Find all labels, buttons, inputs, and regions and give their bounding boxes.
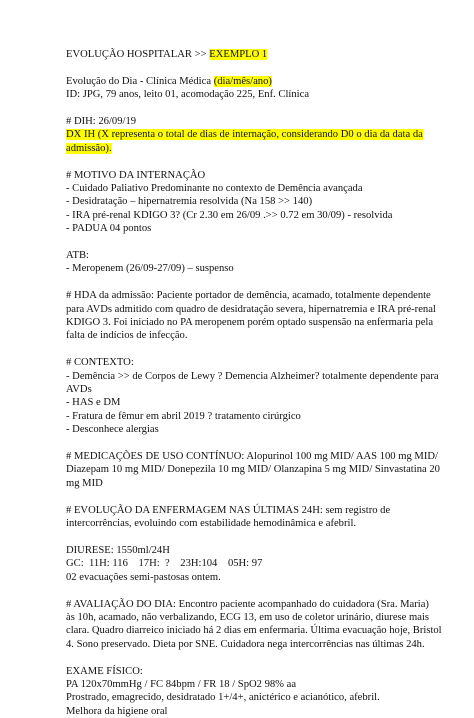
list-item: - Demência >> de Corpos de Lewy ? Demencia Alzheimer? totalmente dependente para: [66, 370, 439, 382]
exame-line: Prostrado, emagrecido, desidratado 1+/4+, anictérico e acianótico, afebril.: [66, 692, 380, 704]
hda-line: # HDA da admissão: Paciente portador de demência, acamado, totalmente dependente: [66, 290, 431, 302]
medicacoes-line: Diazepam 10 mg MID/ Donepezila 10 mg MID/ Olanzapina 5 mg MID/ Sinvastatina 20: [66, 464, 440, 476]
exame-line: PA 120x70mmHg / FC 84bpm / FR 18 / SpO2 98% aa: [66, 678, 297, 690]
diurese-line: DIURESE: 1550ml/24H: [66, 544, 170, 556]
list-item: - IRA pré-renal KDIGO 3? (Cr 2.30 em 26/09 .>> 0.72 em 30/09) - resolvida: [66, 209, 393, 221]
list-item: - PADUA 04 pontos: [66, 223, 152, 235]
title-highlight: EXEMPLO 1: [209, 49, 268, 60]
patient-id-line: ID: JPG, 79 anos, leito 01, acomodação 225, Enf. Clínica: [66, 89, 310, 101]
avaliacao-line: clara. Quadro diarreico iniciado há 2 dias em enfermaria. Última evacuação hoje, Bristol: [66, 625, 442, 637]
list-item: - Meropenem (26/09-27/09) – suspenso: [66, 263, 234, 275]
exame-title: EXAME FÍSICO:: [66, 665, 143, 677]
list-item: - Fratura de fêmur em abril 2019 ? tratamento cirúrgico: [66, 410, 301, 422]
evacuacoes-line: 02 evacuações semi-pastosas ontem.: [66, 571, 221, 583]
contexto-title: # CONTEXTO:: [66, 357, 134, 369]
hda-line: para AVDs admitido com quadro de desidratação severa, hipernatremia e IRA pré-renal: [66, 303, 436, 315]
evolution-date-line: Evolução do Dia - Clínica Médica (dia/mês/ano): [66, 75, 272, 87]
document-title: EVOLUÇÃO HOSPITALAR >> EXEMPLO 1: [66, 49, 268, 60]
list-item: AVDs: [66, 384, 92, 396]
list-item: - Desidratação – hipernatremia resolvida (Na 158 >> 140): [66, 196, 313, 208]
medicacoes-line: mg MID: [66, 477, 103, 489]
motivo-title: # MOTIVO DA INTERNAÇÃO: [66, 169, 206, 181]
date-placeholder-highlight: (dia/mês/ano): [213, 75, 272, 87]
atb-title: ATB:: [66, 250, 89, 262]
enfermagem-line: # EVOLUÇÃO DA ENFERMAGEM NAS ÚLTIMAS 24H: sem registro de: [66, 504, 391, 516]
avaliacao-line: 4. Sono preservado. Dieta por SNE. Cuidadora nega intercorrências nas últimas 24h.: [66, 638, 425, 650]
dx-note-line-1: DX IH (X representa o total de dias de internação, considerando D0 o dia da data da: [66, 129, 423, 141]
hda-line: KDIGO 3. Foi iniciado no PA meropenem porém optado suspensão na enfermaria pela: [66, 317, 434, 329]
dih-line: # DIH: 26/09/19: [66, 116, 137, 127]
list-item: - Desconhece alergias: [66, 424, 159, 436]
enfermagem-line: intercorrências, evoluindo com estabilidade hemodinâmica e afebril.: [66, 518, 357, 530]
avaliacao-line: às 10h, acamado, não verbalizando, ECG 13, em uso de coletor urinário, diurese mais: [66, 611, 430, 623]
avaliacao-line: # AVALIAÇÃO DO DIA: Encontro paciente acompanhado do cuidadora (Sra. Maria): [66, 598, 429, 610]
list-item: - HAS e DM: [66, 397, 121, 409]
medicacoes-line: # MEDICAÇÕES DE USO CONTÍNUO: Alopurinol 100 mg MID/ AAS 100 mg MID/: [66, 451, 438, 463]
glicemia-line: GC: 11H: 116 17H: ? 23H:104 05H: 97: [66, 558, 263, 570]
hda-line: falta de indícios de infecção.: [66, 330, 188, 342]
dx-note-line-2: admissão).: [66, 142, 112, 154]
list-item: - Cuidado Paliativo Predominante no contexto de Demência avançada: [66, 183, 363, 195]
exame-line: Melhora da higiene oral: [66, 705, 168, 717]
